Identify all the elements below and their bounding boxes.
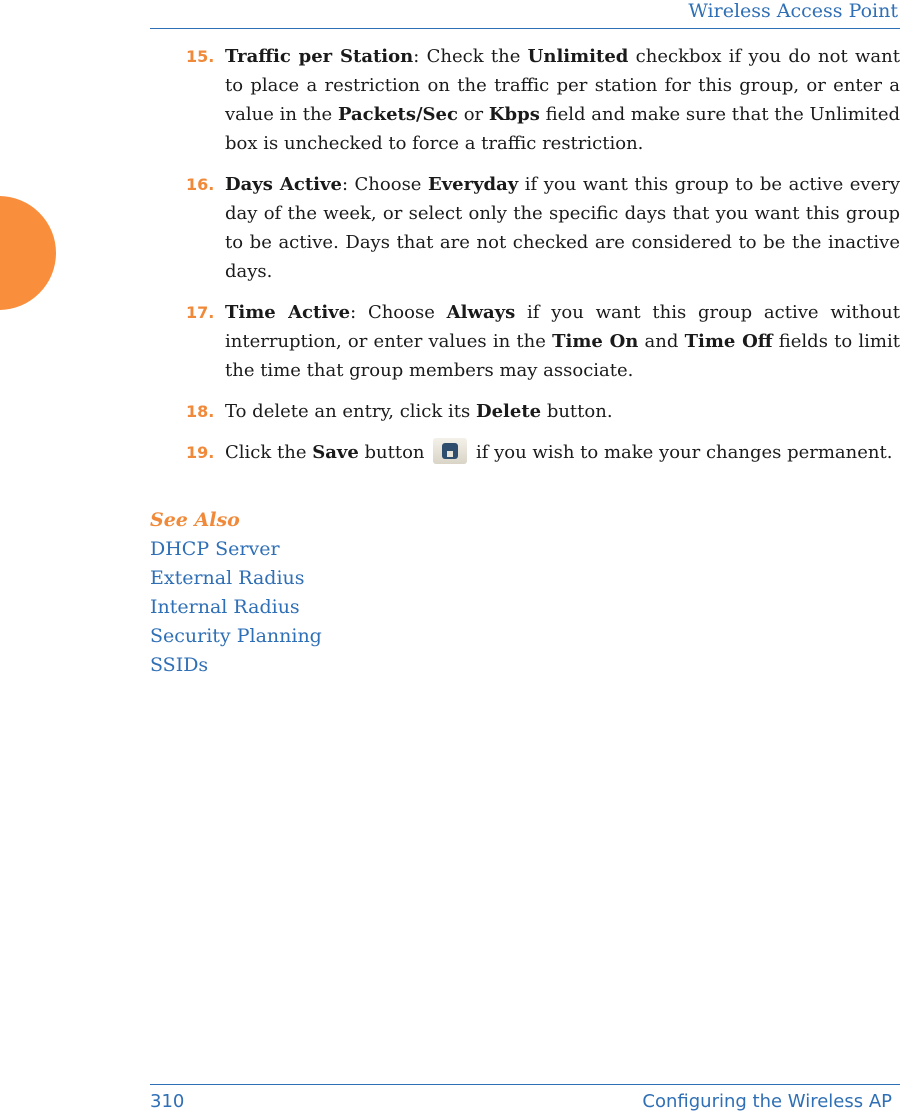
- see-also-link[interactable]: External Radius: [150, 567, 305, 589]
- chapter-tab-marker: [0, 196, 56, 310]
- step-item: [186, 397, 900, 426]
- step-text: if you want this group to be active every day of the week, or select only the specific days that you want this group to be active. Days that are not checked are considered to be the inactive days.: [225, 174, 901, 282]
- save-icon: [433, 438, 467, 464]
- step-term: Packets/Sec: [337, 104, 458, 125]
- page-footer: [150, 1084, 900, 1115]
- step-term: Kbps: [488, 104, 540, 125]
- page-number: 310: [150, 1091, 185, 1112]
- see-also-section: [150, 506, 322, 680]
- see-also-link[interactable]: Security Planning: [150, 625, 322, 647]
- see-also-links: [150, 535, 322, 680]
- step-term: Delete: [475, 401, 542, 422]
- step-text: if you want this group active without interruption, or enter values in the: [225, 302, 900, 352]
- step-number: 18.: [186, 402, 215, 421]
- step-text: : Check the: [413, 46, 528, 67]
- step-term: Days Active: [225, 174, 342, 195]
- step-item: [186, 42, 900, 158]
- step-text: fields to limit the time that group members may associate.: [225, 331, 900, 381]
- step-text: if you wish to make your changes permanent.: [470, 442, 893, 463]
- step-text: or: [457, 104, 489, 125]
- step-text: To delete an entry, click its: [225, 401, 476, 422]
- step-text: Click the: [225, 442, 313, 463]
- step-term: Everyday: [427, 174, 519, 195]
- see-also-link[interactable]: Internal Radius: [150, 596, 300, 618]
- see-also-link[interactable]: SSIDs: [150, 654, 209, 676]
- step-number: 15.: [186, 47, 215, 66]
- see-also-title: See Also: [150, 509, 240, 531]
- step-term: Always: [446, 302, 516, 323]
- step-term: Time Active: [225, 302, 351, 323]
- step-text: field and make sure that the Unlimited box is unchecked to force a traffic restriction.: [225, 104, 901, 154]
- step-text: checkbox if you do not want to place a restriction on the traffic per station for this group, or enter a value in the: [225, 46, 900, 125]
- step-number: 17.: [186, 303, 215, 322]
- step-number: 19.: [186, 443, 215, 462]
- header-title: Wireless Access Point: [688, 0, 898, 22]
- step-item: [186, 170, 900, 286]
- step-text: button.: [541, 401, 613, 422]
- step-term: Save: [312, 442, 359, 463]
- step-text: : Choose: [350, 302, 447, 323]
- step-text: and: [638, 331, 685, 352]
- steps-list: [186, 42, 900, 479]
- footer-chapter-title: Configuring the Wireless AP: [642, 1091, 892, 1112]
- see-also-link[interactable]: DHCP Server: [150, 538, 280, 560]
- step-text: button: [358, 442, 431, 463]
- step-item: [186, 298, 900, 385]
- page-header: [150, 0, 900, 29]
- step-term: Unlimited: [527, 46, 629, 67]
- step-text: : Choose: [341, 174, 428, 195]
- step-item: [186, 438, 900, 467]
- step-term: Time Off: [684, 331, 773, 352]
- step-number: 16.: [186, 175, 215, 194]
- step-term: Time On: [552, 331, 639, 352]
- step-term: Traffic per Station: [225, 46, 414, 67]
